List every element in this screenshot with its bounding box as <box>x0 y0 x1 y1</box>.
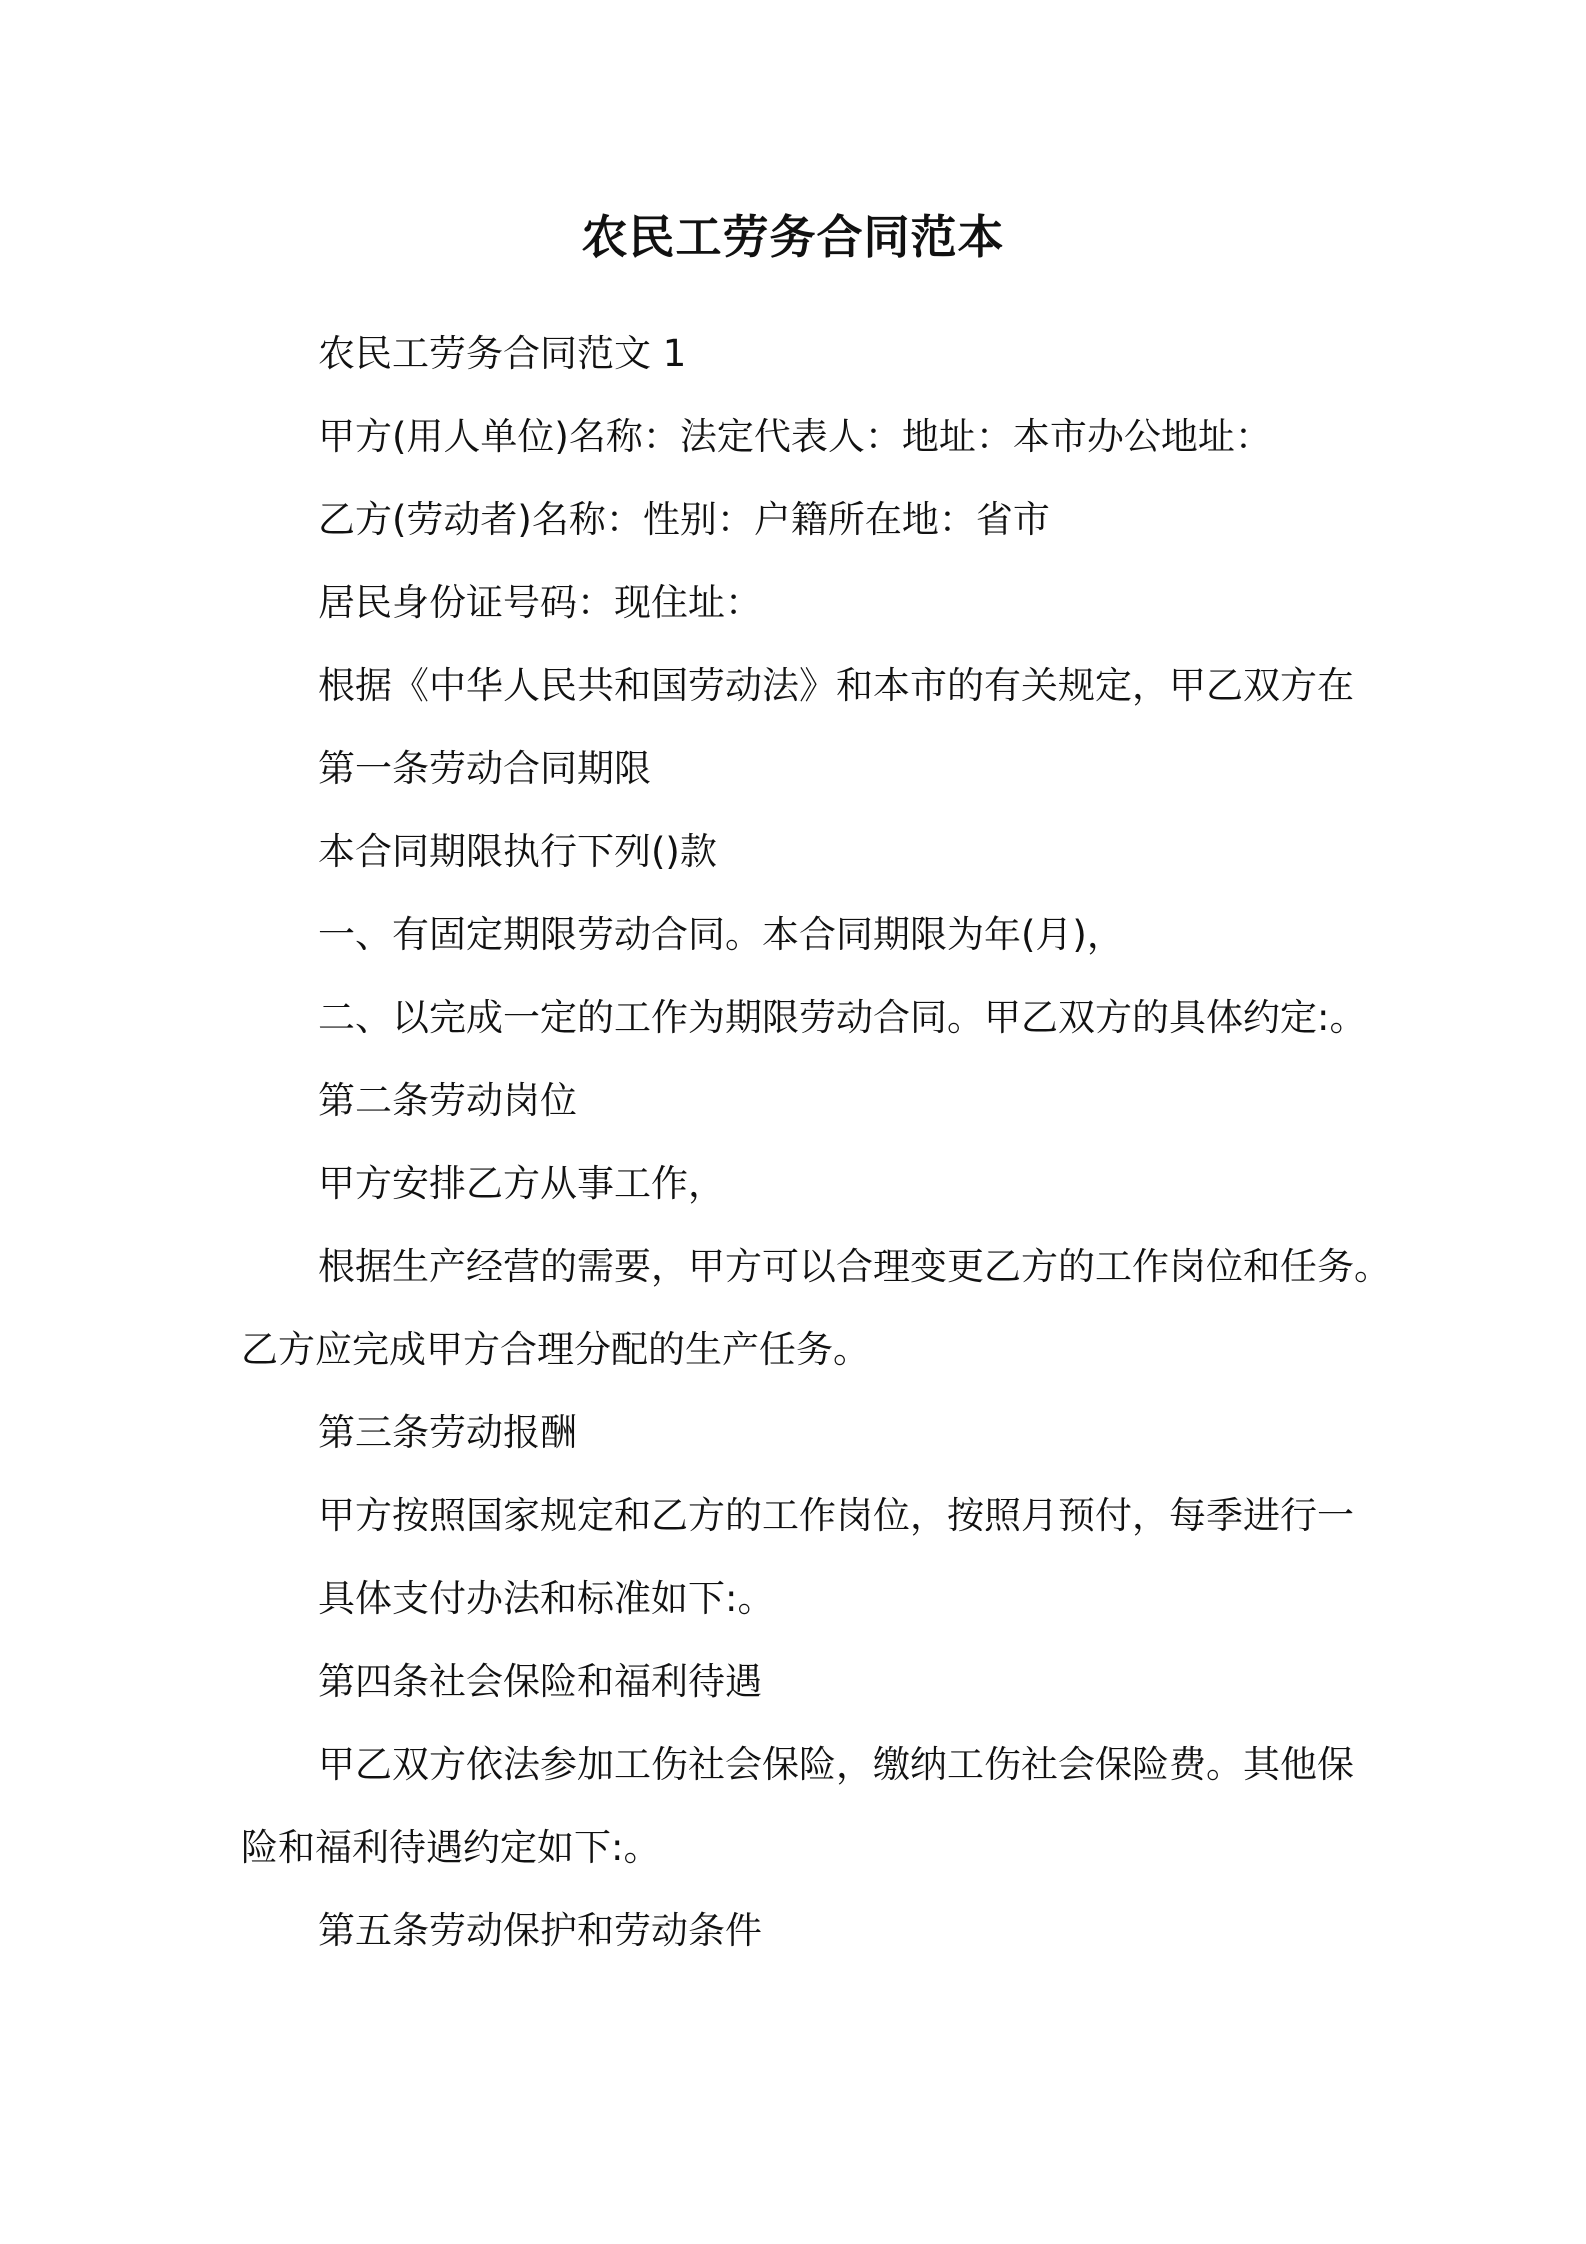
paragraph-line: 乙方(劳动者)名称：性别：户籍所在地：省市 <box>318 498 1050 541</box>
section-heading: 第五条劳动保护和劳动条件 <box>318 1909 762 1952</box>
paragraph-line: 甲方(用人单位)名称：法定代表人：地址：本市办公地址： <box>318 415 1272 458</box>
paragraph-line: 甲方安排乙方从事工作， <box>318 1162 725 1205</box>
section-heading: 第四条社会保险和福利待遇 <box>318 1660 762 1703</box>
paragraph-line: 险和福利待遇约定如下:。 <box>241 1826 661 1869</box>
paragraph-line: 居民身份证号码：现住址： <box>318 581 762 624</box>
section-heading: 第二条劳动岗位 <box>318 1079 577 1122</box>
section-heading: 第一条劳动合同期限 <box>318 747 651 790</box>
paragraph-line: 农民工劳务合同范文 1 <box>318 332 687 375</box>
document-title: 农民工劳务合同范本 <box>581 210 1005 264</box>
paragraph-line: 乙方应完成甲方合理分配的生产任务。 <box>241 1328 870 1371</box>
paragraph-line: 根据《中华人民共和国劳动法》和本市的有关规定，甲乙双方在 <box>318 664 1354 707</box>
paragraph-line: 一、有固定期限劳动合同。本合同期限为年(月)， <box>318 913 1124 956</box>
paragraph-line: 甲方按照国家规定和乙方的工作岗位，按照月预付，每季进行一 <box>318 1494 1354 1537</box>
paragraph-line: 二、以完成一定的工作为期限劳动合同。甲乙双方的具体约定:。 <box>318 996 1367 1039</box>
paragraph-line: 本合同期限执行下列()款 <box>318 830 717 873</box>
paragraph-line: 甲乙双方依法参加工伤社会保险，缴纳工伤社会保险费。其他保 <box>318 1743 1354 1786</box>
section-heading: 第三条劳动报酬 <box>318 1411 577 1454</box>
paragraph-line: 根据生产经营的需要，甲方可以合理变更乙方的工作岗位和任务。 <box>318 1245 1391 1288</box>
paragraph-line: 具体支付办法和标准如下:。 <box>318 1577 775 1620</box>
